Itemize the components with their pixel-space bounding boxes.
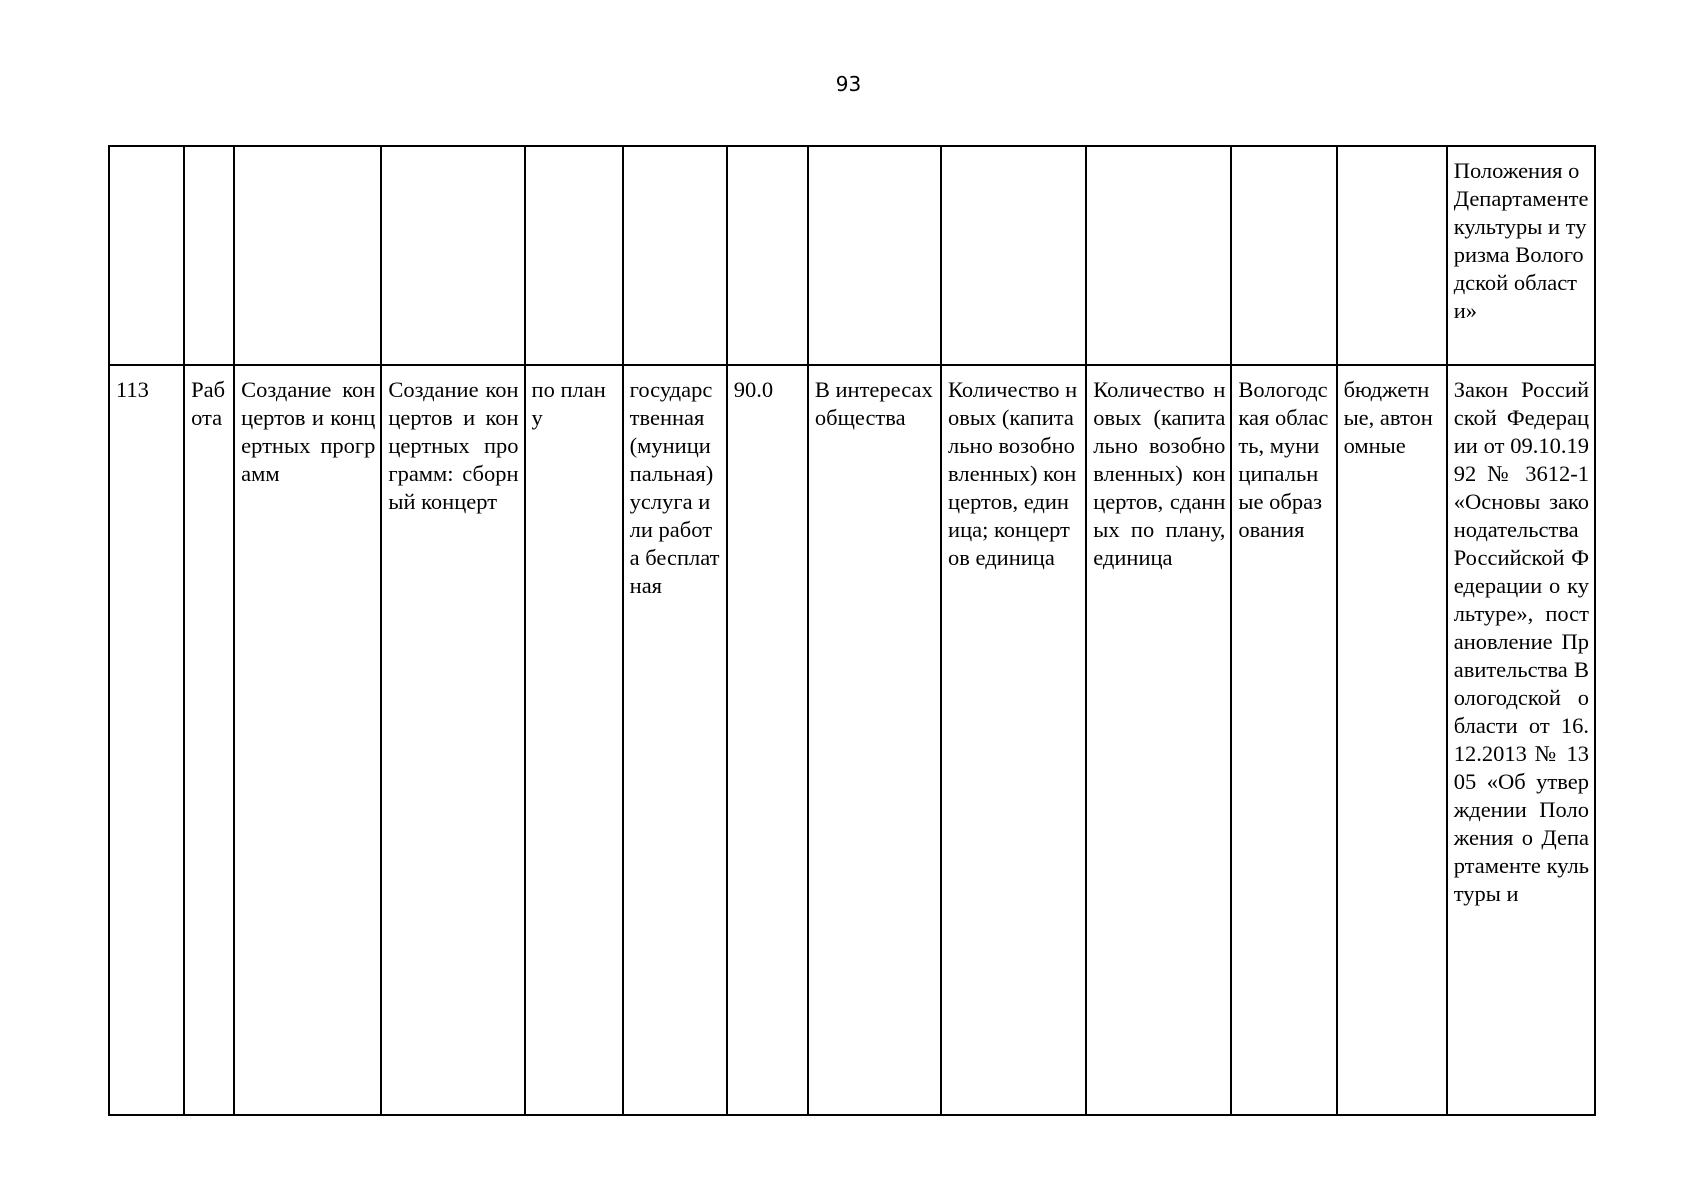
cell-service-type (623, 146, 727, 365)
cell-conditions (525, 146, 623, 365)
cell-conditions: по плану (525, 365, 623, 1115)
cell-service-type: государственная (муниципальная) услуга или работа бесплатная (623, 365, 727, 1115)
cell-type: Работа (184, 365, 234, 1115)
table-row-continuation (109, 146, 1595, 365)
page-number: 93 (835, 72, 862, 96)
cell-content: Создание концертов и концертных программ: сборный концерт (381, 365, 524, 1115)
cell-territory: Вологодская область, муниципальные образования (1231, 365, 1336, 1115)
cell-number (109, 146, 184, 365)
cell-number: 113 (109, 365, 184, 1115)
cell-volume-indicator: Количество новых (капитально возобновленных) концертов, единица; концертов единица (941, 365, 1086, 1115)
registry-table (108, 145, 1596, 1116)
cell-institution-type: бюджетные, автономные (1337, 365, 1447, 1115)
cell-institution-type (1337, 146, 1447, 365)
cell-name (234, 146, 381, 365)
cell-type (184, 146, 234, 365)
cell-quality-indicator (1086, 146, 1231, 365)
cell-territory (1231, 146, 1336, 365)
cell-code (727, 146, 808, 365)
table-row-113 (109, 365, 1595, 1115)
cell-content (381, 146, 524, 365)
cell-legal-basis: Положения о Департаменте культуры и туризма Вологодской области» (1447, 146, 1595, 365)
cell-consumers: В интересах общества (808, 365, 941, 1115)
cell-consumers (808, 146, 941, 365)
cell-name: Создание концертов и концертных программ (234, 365, 381, 1115)
cell-legal-basis: Закон Российской Федерации от 09.10.1992 № 3612-1 «Основы законодательства Российской Федерации о культуре», постановление Правительства Вологодской области от 16.12.2013 № 1305 «Об утверждении Положения о Департаменте культуры и (1447, 365, 1595, 1115)
cell-quality-indicator: Количество новых (капитально возобновленных) концертов, сданных по плану, единица (1086, 365, 1231, 1115)
cell-volume-indicator (941, 146, 1086, 365)
cell-code: 90.0 (727, 365, 808, 1115)
